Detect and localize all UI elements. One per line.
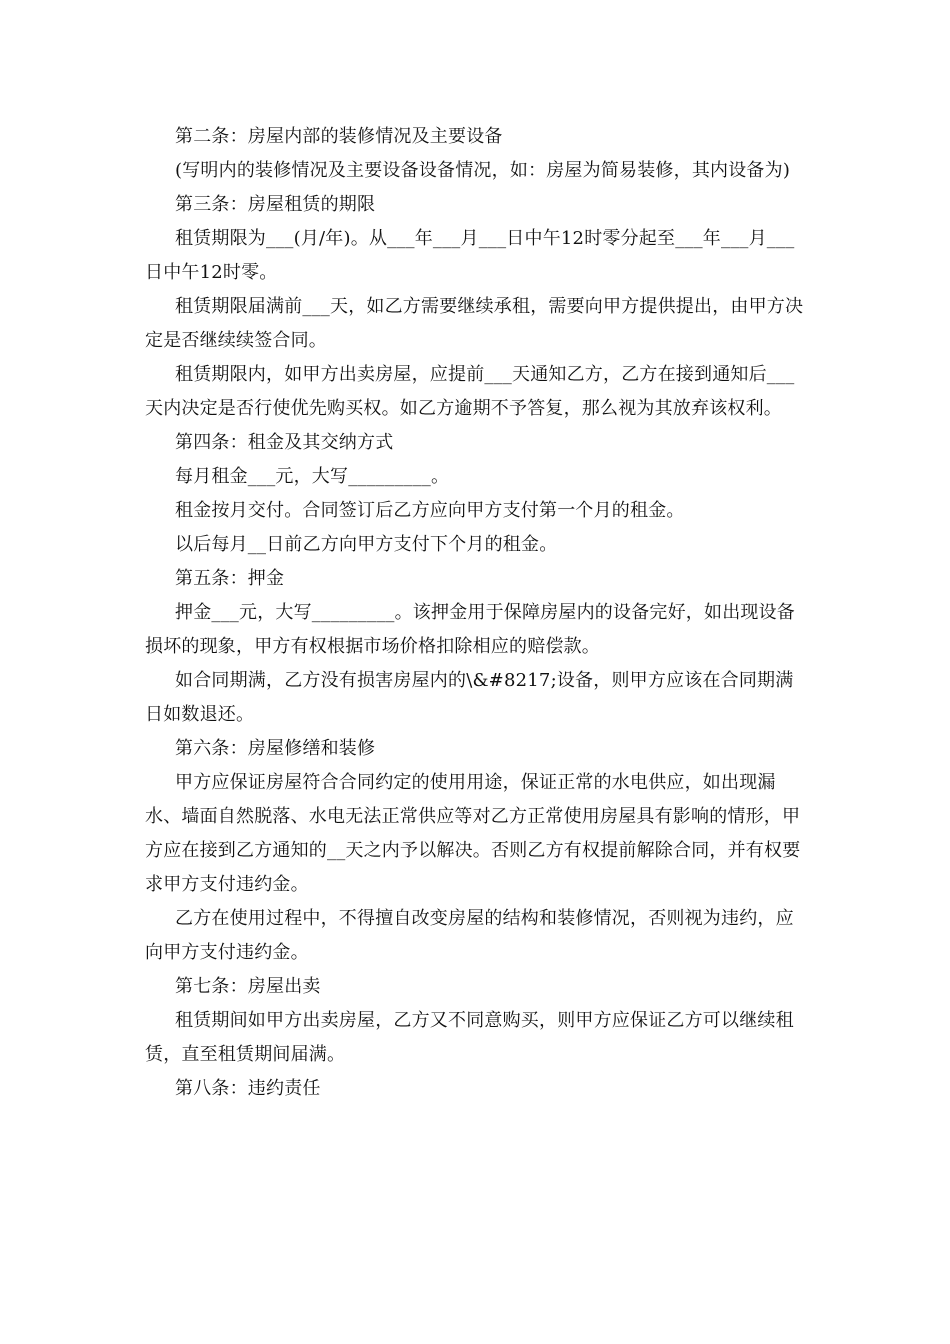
sale-paragraph: 租赁期间如甲方出卖房屋，乙方又不同意购买，则甲方应保证乙方可以继续租赁，直至租赁期间届满。: [145, 1010, 794, 1065]
article-7-heading: 第七条：房屋出卖: [175, 976, 321, 997]
article-8-heading: 第八条：违约责任: [175, 1078, 321, 1099]
alteration-paragraph: 乙方在使用过程中，不得擅自改变房屋的结构和装修情况，否则视为违约，应向甲方支付违约金。: [145, 908, 794, 963]
rent-payment-paragraph: 租金按月交付。合同签订后乙方应向甲方支付第一个月的租金。: [175, 500, 685, 521]
article-4-heading: 第四条：租金及其交纳方式: [175, 432, 394, 453]
document-body: [145, 120, 805, 1106]
repair-obligation-paragraph: 甲方应保证房屋符合合同约定的使用用途，保证正常的水电供应，如出现漏水、墙面自然脱落、水电无法正常供应等对乙方正常使用房屋具有影响的情形，甲方应在接到乙方通知的__天之内予以解决。否则乙方有权提前解除合同，并有权要求甲方支付违约金。: [145, 772, 801, 895]
monthly-rent-paragraph: 每月租金___元，大写_________。: [175, 466, 450, 487]
article-5-heading: 第五条：押金: [175, 568, 285, 589]
preemption-paragraph: 租赁期限内，如甲方出卖房屋，应提前___天通知乙方，乙方在接到通知后___天内决定是否行使优先购买权。如乙方逾期不予答复，那么视为其放弃该权利。: [145, 364, 795, 419]
deposit-paragraph: 押金___元，大写_________。该押金用于保障房屋内的设备完好，如出现设备损坏的现象，甲方有权根据市场价格扣除相应的赔偿款。: [145, 602, 795, 657]
lease-renewal-paragraph: 租赁期限届满前___天，如乙方需要继续承租，需要向甲方提供提出，由甲方决定是否继续续签合同。: [145, 296, 804, 351]
article-3-heading: 第三条：房屋租赁的期限: [175, 194, 376, 215]
article-6-heading: 第六条：房屋修缮和装修: [175, 738, 376, 759]
article-2-heading: 第二条：房屋内部的装修情况及主要设备: [175, 126, 503, 147]
deposit-refund-paragraph: 如合同期满，乙方没有损害房屋内的\&#8217;设备，则甲方应该在合同期满日如数退还。: [145, 670, 794, 725]
article-2-note: (写明内的装修情况及主要设备设备情况，如：房屋为简易装修，其内设备为): [175, 160, 791, 181]
lease-term-paragraph: 租赁期限为___(月/年)。从___年___月___日中午12时零分起至___年___月___日中午12时零。: [145, 228, 795, 283]
rent-schedule-paragraph: 以后每月__日前乙方向甲方支付下个月的租金。: [175, 534, 558, 555]
